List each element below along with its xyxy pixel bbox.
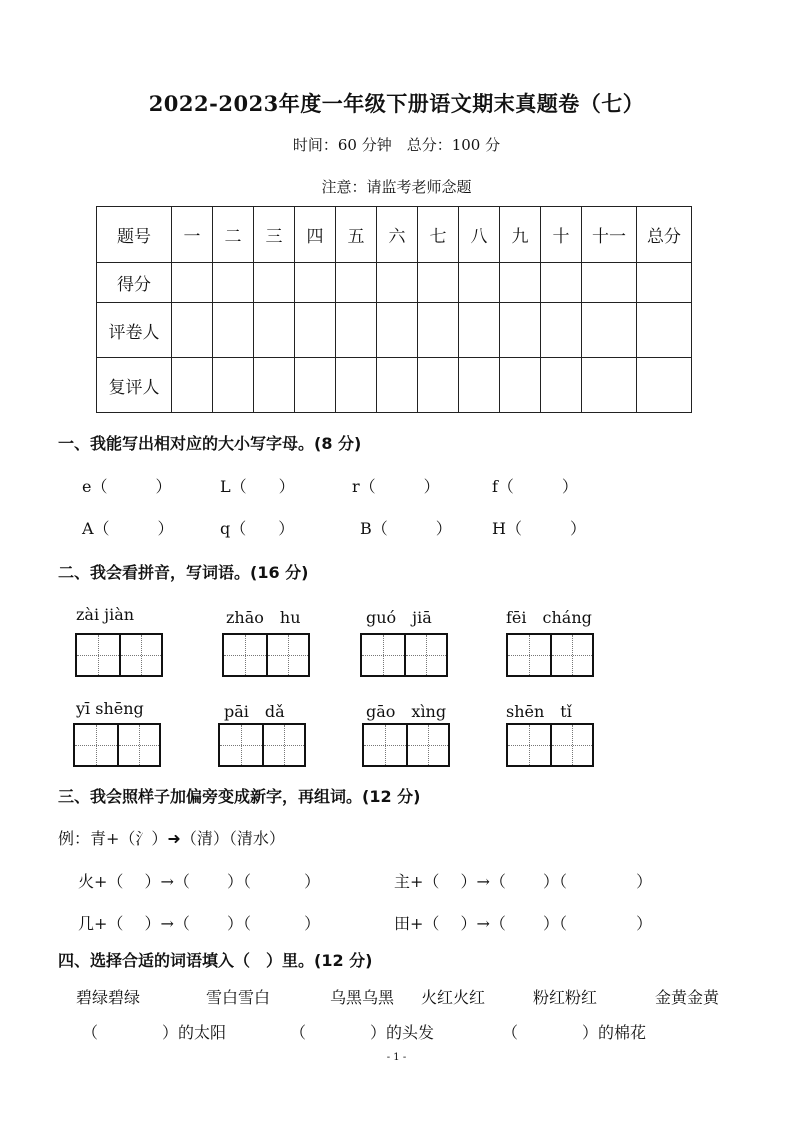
score-table-header-row [97,207,692,263]
pinyin-label: pāi dǎ [224,702,285,721]
score-cell[interactable] [582,303,637,358]
page-title: 2022-2023年度一年级下册语文期末真题卷（七） [148,91,645,116]
header-cell: 题号 [97,207,172,263]
score-cell[interactable] [459,358,500,413]
score-cell[interactable] [637,358,692,413]
fill-blank[interactable]: （ ）的头发 [290,1023,435,1042]
grid-cell[interactable] [119,635,161,675]
exam-notice: 注意：请监考老师念题 [321,178,472,196]
score-table-row [97,303,692,358]
score-cell[interactable] [637,303,692,358]
grid-cell[interactable] [550,635,592,675]
score-cell[interactable] [500,263,541,303]
header-cell: 一 [172,207,213,263]
score-cell[interactable] [418,263,459,303]
score-cell[interactable] [336,358,377,413]
writing-grid[interactable] [506,633,594,677]
pinyin-label: guó jiā [366,608,432,627]
score-cell[interactable] [500,303,541,358]
grid-cell[interactable] [406,725,448,765]
letter-blank[interactable]: B（ ） [360,519,452,538]
grid-cell[interactable] [508,725,550,765]
section-2-heading: 二、我会看拼音，写词语。(16 分) [58,563,309,582]
score-cell[interactable] [213,358,254,413]
score-cell[interactable] [295,263,336,303]
header-cell: 二 [213,207,254,263]
writing-grid[interactable] [73,723,161,767]
score-cell[interactable] [541,358,582,413]
header-cell: 十一 [582,207,637,263]
header-cell: 五 [336,207,377,263]
grid-cell[interactable] [262,725,304,765]
grid-cell[interactable] [220,725,262,765]
letter-blank[interactable]: r（ ） [352,477,440,496]
score-cell[interactable] [336,263,377,303]
letter-blank[interactable]: L（ ） [220,477,295,496]
score-cell[interactable] [418,358,459,413]
score-cell[interactable] [213,303,254,358]
grid-cell[interactable] [362,635,404,675]
radical-exercise[interactable]: 火+（ ）→（ ）（ ） [78,872,321,891]
score-cell[interactable] [336,303,377,358]
score-table-row [97,263,692,303]
header-cell: 七 [418,207,459,263]
pinyin-label: yī shēng [76,699,144,718]
grid-cell[interactable] [77,635,119,675]
score-cell[interactable] [459,263,500,303]
score-cell[interactable] [295,303,336,358]
grid-cell[interactable] [266,635,308,675]
score-cell[interactable] [377,358,418,413]
grid-cell[interactable] [508,635,550,675]
row-label: 得分 [97,263,172,303]
pinyin-label: fēi cháng [506,608,592,627]
word-option: 粉红粉红 [533,988,598,1007]
radical-exercise[interactable]: 几+（ ）→（ ）（ ） [78,914,321,933]
radical-exercise[interactable]: 主+（ ）→（ ）（ ） [394,872,653,891]
score-cell[interactable] [377,263,418,303]
grid-cell[interactable] [75,725,117,765]
fill-blank[interactable]: （ ）的太阳 [82,1023,227,1042]
word-option: 乌黑乌黑 [330,988,395,1007]
row-label: 复评人 [97,358,172,413]
score-cell[interactable] [254,263,295,303]
score-cell[interactable] [295,358,336,413]
score-cell[interactable] [254,303,295,358]
header-cell: 九 [500,207,541,263]
score-cell[interactable] [418,303,459,358]
word-option: 金黄金黄 [655,988,720,1007]
score-cell[interactable] [541,263,582,303]
word-option: 火红火红 [421,988,486,1007]
header-cell: 八 [459,207,500,263]
section-1-heading: 一、我能写出相对应的大小写字母。(8 分) [58,434,362,453]
pinyin-label: shēn tǐ [506,702,572,721]
word-option: 雪白雪白 [206,988,271,1007]
radical-exercise[interactable]: 田+（ ）→（ ）（ ） [394,914,653,933]
writing-grid[interactable] [218,723,306,767]
score-table-row [97,358,692,413]
section-4-heading: 四、选择合适的词语填入（ ）里。(12 分) [58,951,373,970]
header-cell: 四 [295,207,336,263]
score-cell[interactable] [172,263,213,303]
score-cell[interactable] [459,303,500,358]
word-option: 碧绿碧绿 [76,988,141,1007]
writing-grid[interactable] [222,633,310,677]
grid-cell[interactable] [224,635,266,675]
writing-grid[interactable] [75,633,163,677]
header-cell: 十 [541,207,582,263]
letter-blank[interactable]: e（ ） [82,477,172,496]
score-cell[interactable] [582,263,637,303]
score-cell[interactable] [582,358,637,413]
score-cell[interactable] [637,263,692,303]
score-cell[interactable] [172,358,213,413]
score-cell[interactable] [254,358,295,413]
score-cell[interactable] [377,303,418,358]
pinyin-label: zài jiàn [76,605,135,624]
letter-blank[interactable]: A（ ） [82,519,174,538]
grid-cell[interactable] [117,725,159,765]
writing-grid[interactable] [362,723,450,767]
page-number: - 1 - [386,1052,407,1063]
score-cell[interactable] [500,358,541,413]
grid-cell[interactable] [404,635,446,675]
example-line: 例：青+（氵）➜（清）（清水） [58,829,285,848]
score-table [96,206,692,413]
grid-cell[interactable] [364,725,406,765]
row-label: 评卷人 [97,303,172,358]
header-cell: 六 [377,207,418,263]
score-cell[interactable] [541,303,582,358]
pinyin-label: gāo xìng [366,702,447,721]
section-3-heading: 三、我会照样子加偏旁变成新字，再组词。(12 分) [58,787,421,806]
score-cell[interactable] [213,263,254,303]
grid-cell[interactable] [550,725,592,765]
writing-grid[interactable] [360,633,448,677]
letter-blank[interactable]: q（ ） [220,519,295,538]
header-cell: 三 [254,207,295,263]
fill-blank[interactable]: （ ）的棉花 [502,1023,647,1042]
letter-blank[interactable]: H（ ） [492,519,586,538]
header-cell: 总分 [637,207,692,263]
letter-blank[interactable]: f（ ） [492,477,578,496]
score-cell[interactable] [172,303,213,358]
writing-grid[interactable] [506,723,594,767]
exam-meta: 时间：60 分钟 总分：100 分 [292,136,501,154]
pinyin-label: zhāo hu [226,608,301,627]
